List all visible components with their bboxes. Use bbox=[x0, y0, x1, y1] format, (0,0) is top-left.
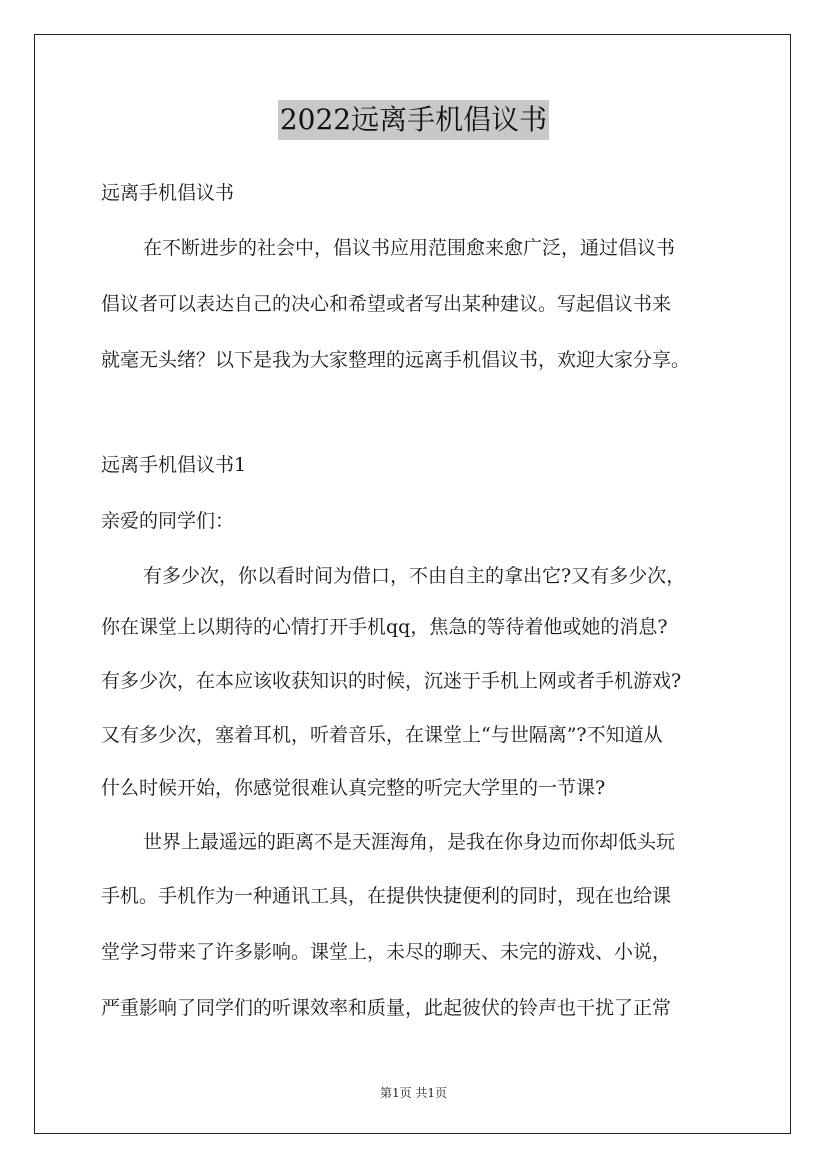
page-number: 第1页 共1页 bbox=[379, 1086, 448, 1100]
paragraph2-line-2: 手机。手机作为一种通讯工具，在提供快捷便利的同时，现在也给课 bbox=[101, 885, 672, 907]
paragraph2-line-4: 严重影响了同学们的听课效率和质量，此起彼伏的铃声也干扰了正常 bbox=[101, 997, 672, 1019]
paragraph2-line-1: 世界上最遥远的距离不是天涯海角，是我在你身边而你却低头玩 bbox=[143, 831, 676, 853]
paragraph1-line-5: 什么时候开始，你感觉很难认真完整的听完大学里的一节课? bbox=[101, 777, 606, 799]
paragraph1-line-3: 有多少次，在本应该收获知识的时候，沉迷于手机上网或者手机游戏? bbox=[101, 670, 682, 692]
title-container bbox=[0, 100, 827, 140]
paragraph1-line-4: 又有多少次，塞着耳机，听着音乐，在课堂上“与世隔离”?不知道从 bbox=[101, 724, 663, 746]
paragraph1-line-1: 有多少次，你以看时间为借口，不由自主的拿出它?又有多少次， bbox=[143, 565, 686, 587]
intro-line-1: 在不断进步的社会中，倡议书应用范围愈来愈广泛，通过倡议书 bbox=[143, 237, 676, 259]
section-heading: 远离手机倡议书1 bbox=[101, 454, 247, 476]
greeting: 亲爱的同学们： bbox=[101, 510, 235, 532]
intro-line-3: 就毫无头绪？以下是我为大家整理的远离手机倡议书，欢迎大家分享。 bbox=[101, 349, 691, 371]
paragraph1-line-2: 你在课堂上以期待的心情打开手机qq，焦急的等待着他或她的消息? bbox=[101, 616, 668, 638]
paragraph2-line-3: 堂学习带来了许多影响。课堂上，未尽的聊天、未完的游戏、小说， bbox=[101, 941, 672, 963]
intro-line-2: 倡议者可以表达自己的决心和希望或者写出某种建议。写起倡议书来 bbox=[101, 293, 672, 315]
subtitle: 远离手机倡议书 bbox=[101, 182, 235, 204]
document-title: 2022远离手机倡议书 bbox=[278, 100, 549, 140]
